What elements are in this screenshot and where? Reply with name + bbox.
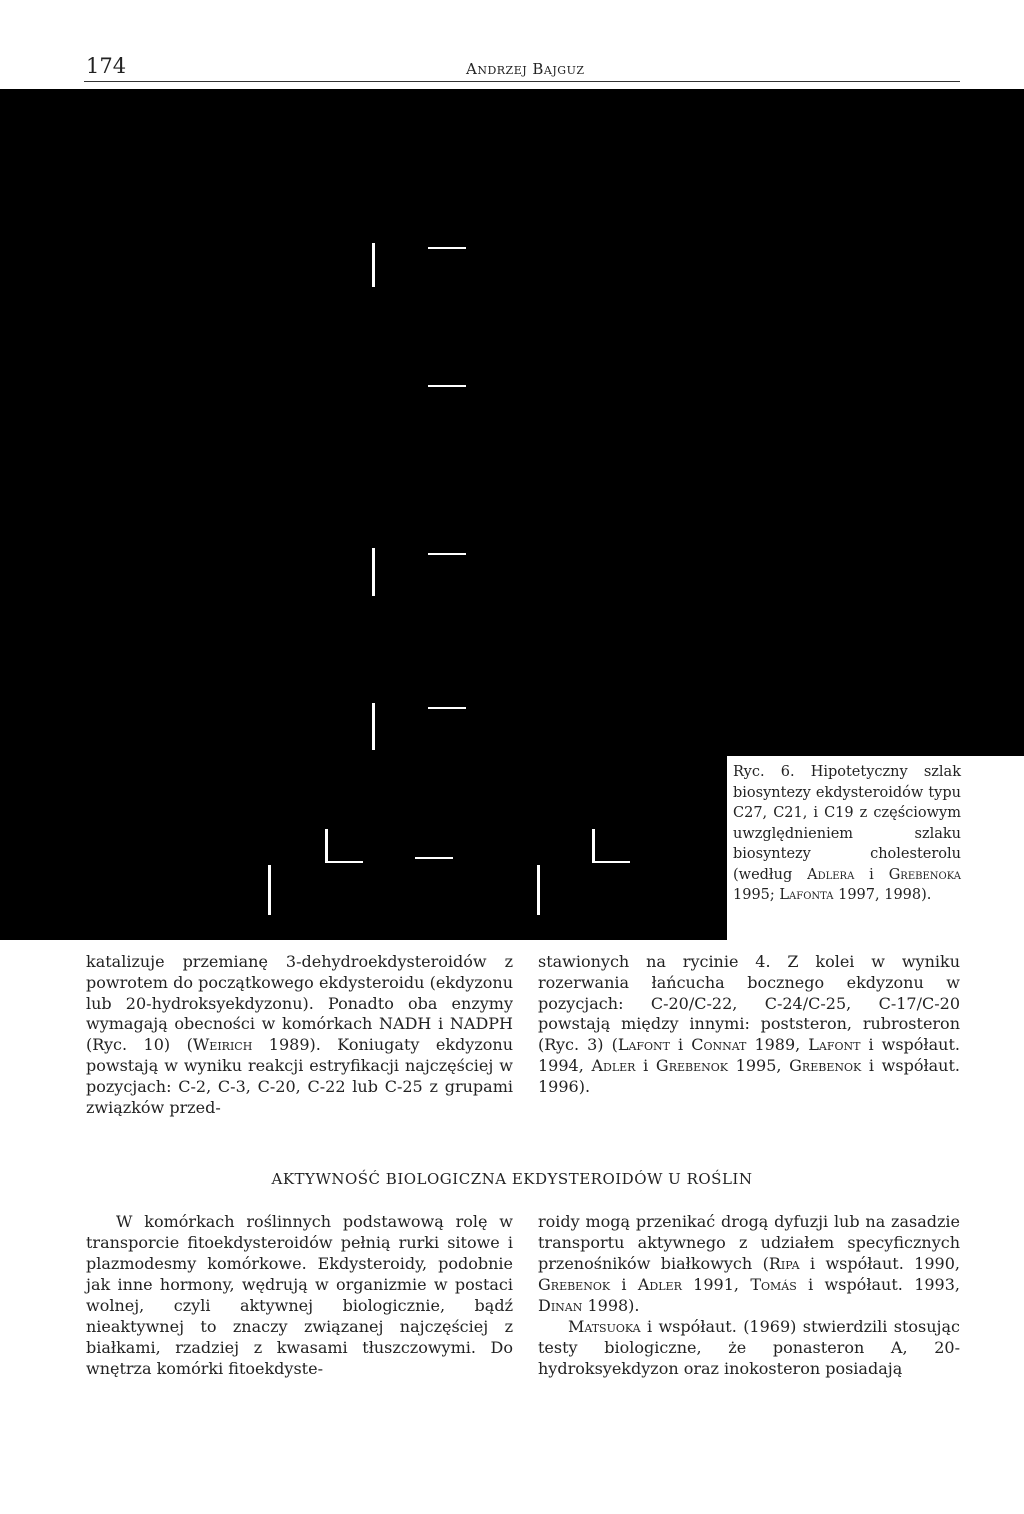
body-text: i współaut. 1994, — [538, 1035, 960, 1075]
figure-mark — [428, 707, 466, 709]
body-text: i współaut. 1990, — [799, 1254, 960, 1273]
figure-mark — [428, 385, 466, 387]
caption-citation-lafonta: Lafonta — [779, 887, 834, 903]
citation-adler: Adler — [591, 1055, 636, 1075]
caption-citation-grebenoka: Grebenoka — [888, 866, 961, 883]
body-text: 1991, — [681, 1275, 751, 1294]
citation-grebenok: Grebenok — [789, 1055, 862, 1075]
citation-ripa: Ripa — [768, 1254, 800, 1273]
body-text: i — [610, 1275, 638, 1294]
citation-lafont: Lafont — [808, 1035, 861, 1055]
column-right-2 — [538, 1211, 960, 1379]
figure-mark — [372, 548, 375, 596]
citation-weirich: Weirich — [192, 1035, 253, 1055]
body-text: i — [635, 1055, 656, 1075]
citation-connat: Connat — [691, 1035, 747, 1055]
body-text: i współaut. 1993, — [796, 1275, 960, 1294]
citation-matsuoka: Matsuoka — [568, 1317, 641, 1336]
paragraph-left-2: W komórkach roślinnych podstawową rolę w transporcie fitoekdysteroidów pełnią rurki sitowe i plazmodesmy komórkowe. Ekdysteroidy, podobnie jak inne hormony, wędrują w organizmie w postaci wolnej, czyli aktywnej biologicznie, bądź nieaktywnej to znaczy związanej najczęściej z białkami, rzadziej z kwasami tłuszczowymi. Do wnętrza komórki fitoekdyste- — [86, 1212, 513, 1378]
figure-caption — [733, 762, 961, 906]
body-text: i współaut. 1996). — [538, 1055, 960, 1096]
caption-text: 1995; — [733, 887, 780, 903]
body-text: i — [670, 1035, 692, 1055]
caption-citation-adlera: Adlera — [807, 866, 855, 883]
body-text: 1995, — [728, 1055, 790, 1075]
body-text: katalizuje przemianę 3-dehydroekdysteroidów z powrotem do początkowego ekdysteroidu (ekdyzonu lub 20-hydroksyekdyzonu). Ponadto oba enzymy wymagają obecności w komórkach NADH i NADPH (Ryc. 10) ( — [86, 952, 513, 1055]
citation-grebenok: Grebenok — [655, 1055, 728, 1075]
figure-mark — [372, 243, 375, 287]
caption-text: Ryc. 6. Hipotetyczny szlak biosyntezy ekdysteroidów typu C27, C21, i C19 z częściowym uwzględnieniem szlaku biosyntezy cholesterolu (według — [733, 764, 961, 883]
body-text: 1989, — [746, 1035, 809, 1055]
figure-mark — [537, 865, 540, 915]
figure-mark — [428, 553, 466, 555]
body-text: 1989). Koniugaty ekdyzonu powstają w wyniku reakcji estryfikacji najczęściej w pozycjach: C-2, C-3, C-20, C-22 lub C-25 z grupami związków przed- — [86, 1035, 513, 1117]
body-text: i współaut. (1969) stwierdzili stosując testy biologiczne, że ponasteron A, 20-hydroksyekdyzon oraz inokosteron posiadają — [538, 1317, 960, 1378]
body-text: stawionych na rycinie 4. Z kolei w wyniku rozerwania łańcucha bocznego ekdyzonu w pozycjach: C-20/C-22, C-24/C-25, C-17/C-20 powstają między innymi: poststeron, rubrosteron (Ryc. 3) ( — [538, 952, 960, 1055]
body-text: roidy mogą przenikać drogą dyfuzji lub na zasadzie transportu aktywnego z udziałem specyficznych przenośników białkowych ( — [538, 1212, 960, 1273]
paragraph-left-1 — [86, 952, 513, 1118]
figure-mark — [268, 865, 271, 915]
paragraph-right-2b — [538, 1316, 960, 1379]
paragraph-right-1 — [538, 952, 960, 1098]
body-text: 1998). — [582, 1296, 640, 1315]
caption-text: 1997, 1998). — [833, 887, 932, 903]
figure-mark — [372, 703, 375, 750]
citation-adler: Adler — [637, 1275, 682, 1294]
column-left-2 — [86, 1211, 513, 1379]
section-heading: AKTYWNOŚĆ BIOLOGICZNA EKDYSTEROIDÓW U ROŚLIN — [271, 1170, 753, 1188]
figure-mark — [325, 861, 363, 863]
citation-dinan: Dinan — [538, 1296, 583, 1315]
citation-tomas: Tomás — [750, 1275, 797, 1294]
figure-mark — [325, 829, 328, 863]
header-rule — [84, 81, 960, 82]
figure-mark — [428, 247, 466, 249]
figure-mark — [415, 857, 453, 859]
citation-lafont: Lafont — [617, 1035, 671, 1055]
caption-text: i — [854, 866, 889, 883]
figure-mark — [592, 829, 595, 863]
paragraph-right-2a — [538, 1211, 960, 1316]
page-number: 174 — [86, 54, 127, 78]
running-head-author: Andrzej Bajguz — [466, 60, 585, 78]
citation-grebenok: Grebenok — [538, 1275, 611, 1294]
figure-mark — [592, 861, 630, 863]
